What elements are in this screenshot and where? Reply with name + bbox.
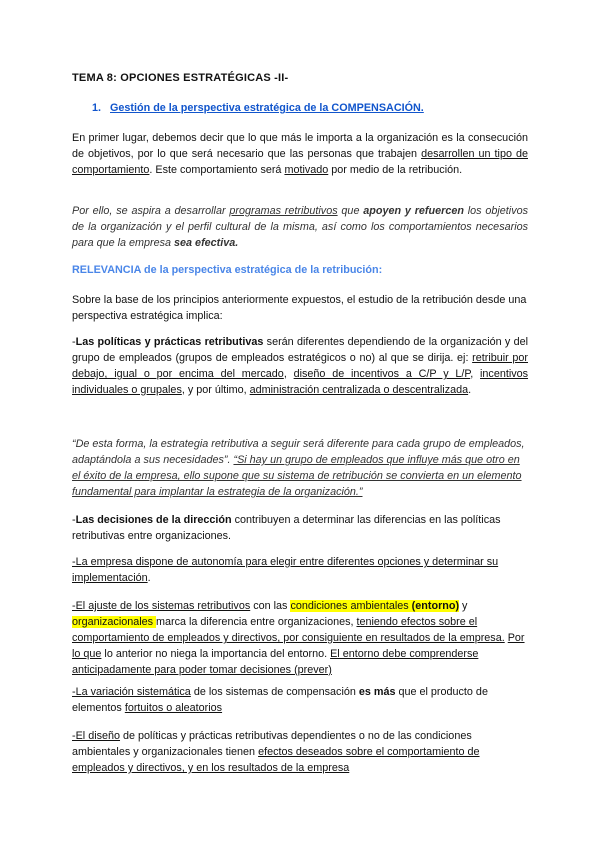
highlighted-run: organizacionales [72,616,157,628]
text-run: contribuyen a determinar las diferencias en las políticas retributivas entre organizaciones. [72,514,501,542]
highlighted-run: (entorno) [408,600,460,612]
highlighted-run: condiciones ambientales [290,600,409,612]
text-run: los objetivos de la organización y el perfil cultural de la misma, así como los comportamientos necesarios para que la empresa [72,205,528,249]
text-run: y [459,600,468,612]
bold-run: sea efectiva. [174,237,239,249]
underlined-run: -El diseño [72,730,121,742]
underlined-run: programas retributivos [229,205,338,217]
underlined-run: motivado [284,164,329,176]
paragraph-principles: Sobre la base de los principios anteriormente expuestos, el estudio de la retribución desde una perspectiva estratégica implica: [72,294,527,322]
text-run: marca la diferencia entre organizaciones, [156,616,357,628]
bold-run: Las decisiones de la dirección [75,514,232,526]
text-run: serán diferentes dependiendo de la organización y del grupo de empleados (grupos de empleados estratégicos o no) al que se dirija. ej: [72,336,528,364]
bold-run: Las políticas y prácticas retributivas [75,336,264,348]
document-title: TEMA 8: OPCIONES ESTRATÉGICAS -II- [72,72,289,84]
text-run: En primer lugar, debemos decir que lo que más le importa a la organización es la consecución de objetivos, por lo que será necesario que las personas que trabajen [72,132,528,160]
underlined-run: -La empresa dispone de autonomía para elegir entre diferentes opciones y determinar su implementación [72,556,499,584]
text-run: “De esta forma, la estrategia retributiva a seguir será diferente para cada grupo de empleados, adaptándola a sus necesidades”. [72,438,525,466]
underlined-run: fortuitos o aleatorios [124,702,223,714]
paragraph-decisions [72,512,528,544]
paragraph-design [72,728,528,776]
text-run: - [72,514,76,526]
text-run: con las [250,600,291,612]
relevance-heading: RELEVANCIA de la perspectiva estratégica de la retribución: [72,264,383,276]
text-run: por medio de la retribución. [328,164,463,176]
underlined-run: retribuir por debajo, igual o por encima del mercado [72,352,528,380]
paragraph-programs [72,203,528,251]
underlined-run: El entorno debe comprenderse anticipadamente para poder tomar decisiones (prever) [72,648,479,676]
text-run: que [337,205,364,217]
text-run: que el producto de elementos [72,686,488,714]
text-run: Por ello, se aspira a desarrollar [72,205,230,217]
quote-block [72,436,528,500]
paragraph-autonomy [72,554,528,586]
section-number: 1. [92,102,102,114]
bold-run: apoyen y refuercen [363,205,464,217]
underlined-run: “Si hay un grupo de empleados que influye más que otro en el éxito de la empresa, ello supone que su sistema de retribución se convierta en un elemento fundamental para implantar la estrategia de la organización.” [72,454,522,498]
bold-run: es más [358,686,396,698]
underlined-run: efectos deseados sobre el comportamiento de empleados y directivos, y en los resultados de la empresa [72,746,480,774]
underlined-run: administración centralizada o descentralizada [249,384,469,396]
text-run: , [470,368,481,380]
paragraph-objectives [72,130,528,178]
text-run: , y por último, [181,384,250,396]
text-run: , [283,368,294,380]
underlined-run: diseño de incentivos a C/P y L/P [293,368,471,380]
paragraph-policies [72,334,528,398]
underlined-run: teniendo efectos sobre el comportamiento de empleados y directivos, por consiguiente en resultados de la empresa. [72,616,505,644]
text-run: . [147,572,151,584]
underlined-run: Por lo que [72,632,525,660]
text-run: lo anterior no niega la importancia del entorno. [101,648,331,660]
text-run: - [72,336,76,348]
paragraph-adjustment [72,598,528,678]
text-run: . Este comportamiento será [149,164,285,176]
text-run: de políticas y prácticas retributivas dependientes o no de las condiciones ambientales y organizacionales tienen [72,730,472,758]
underlined-run: incentivos individuales o grupales [72,368,529,396]
paragraph-variation [72,684,528,716]
underlined-run: -El ajuste de los sistemas retributivos [72,600,251,612]
section-title: Gestión de la perspectiva estratégica de la COMPENSACIÓN. [110,102,424,114]
section-heading-1 [92,100,528,116]
underlined-run: -La variación sistemática [72,686,191,698]
text-run: . [468,384,472,396]
underlined-run: desarrollen un tipo de comportamiento [72,148,528,176]
text-run: de los sistemas de compensación [190,686,359,698]
